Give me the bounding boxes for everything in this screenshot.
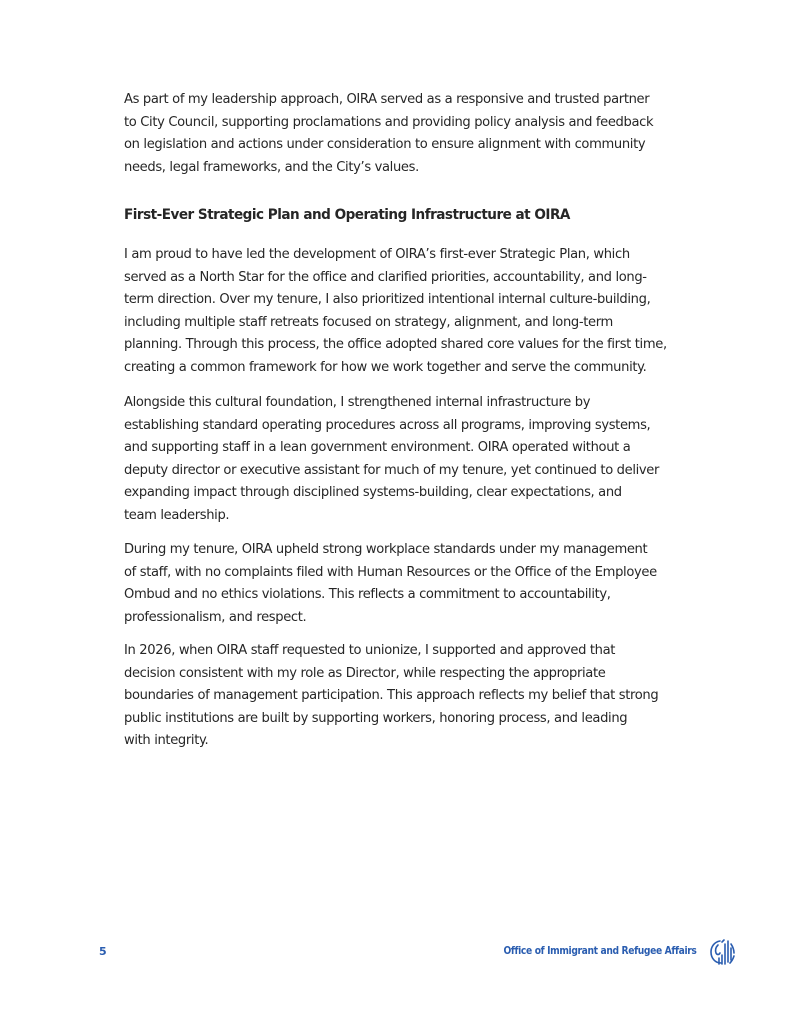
text-line: served as a North Star for the office and clarified priorities, accountability, and long- <box>124 269 647 285</box>
page-number: 5 <box>99 945 107 958</box>
paragraph-intro <box>124 89 684 179</box>
text-line: Ombud and no ethics violations. This reflects a commitment to accountability, <box>124 587 611 603</box>
city-of-seattle-seal-icon <box>709 938 737 966</box>
text-line: During my tenure, OIRA upheld strong workplace standards under my management <box>124 542 648 557</box>
text-line: As part of my leadership approach, OIRA served as a responsive and trusted partner <box>124 92 650 107</box>
text-line: term direction. Over my tenure, I also prioritized intentional internal culture-building, <box>124 292 651 308</box>
text-line: decision consistent with my role as Director, while respecting the appropriate <box>124 665 606 681</box>
paragraph-strategic-plan <box>124 244 684 380</box>
text-line: of staff, with no complaints filed with Human Resources or the Office of the Employee <box>124 564 657 580</box>
text-line: professionalism, and respect. <box>124 609 307 625</box>
text-line: In 2026, when OIRA staff requested to unionize, I supported and approved that <box>124 643 616 658</box>
text-line: public institutions are built by supporting workers, honoring process, and leading <box>124 710 628 726</box>
text-line: team leadership. <box>124 507 230 523</box>
paragraph-infrastructure <box>124 392 684 528</box>
text-line: to City Council, supporting proclamations and providing policy analysis and feedback <box>124 114 654 130</box>
paragraph-union <box>124 640 684 753</box>
section-heading: First-Ever Strategic Plan and Operating Infrastructure at OIRA <box>124 206 570 223</box>
text-line: deputy director or executive assistant for much of my tenure, yet continued to deliver <box>124 462 660 478</box>
text-line: and supporting staff in a lean government environment. OIRA operated without a <box>124 440 631 456</box>
text-line: planning. Through this process, the office adopted shared core values for the first time, <box>124 337 667 353</box>
text-line: I am proud to have led the development of OIRA’s first-ever Strategic Plan, which <box>124 247 630 262</box>
text-line: creating a common framework for how we work together and serve the community. <box>124 359 647 375</box>
text-line: boundaries of management participation. This approach reflects my belief that strong <box>124 688 659 704</box>
text-line: establishing standard operating procedures across all programs, improving systems, <box>124 417 651 433</box>
paragraph-workplace <box>124 539 684 629</box>
text-line: expanding impact through disciplined systems-building, clear expectations, and <box>124 485 622 501</box>
text-line: needs, legal frameworks, and the City’s values. <box>124 159 419 175</box>
text-line: on legislation and actions under consideration to ensure alignment with community <box>124 137 646 153</box>
text-line: Alongside this cultural foundation, I strengthened internal infrastructure by <box>124 395 591 410</box>
text-line: including multiple staff retreats focused on strategy, alignment, and long-term <box>124 314 613 330</box>
footer-org-name: Office of Immigrant and Refugee Affairs <box>503 946 697 957</box>
text-line: with integrity. <box>124 733 209 749</box>
